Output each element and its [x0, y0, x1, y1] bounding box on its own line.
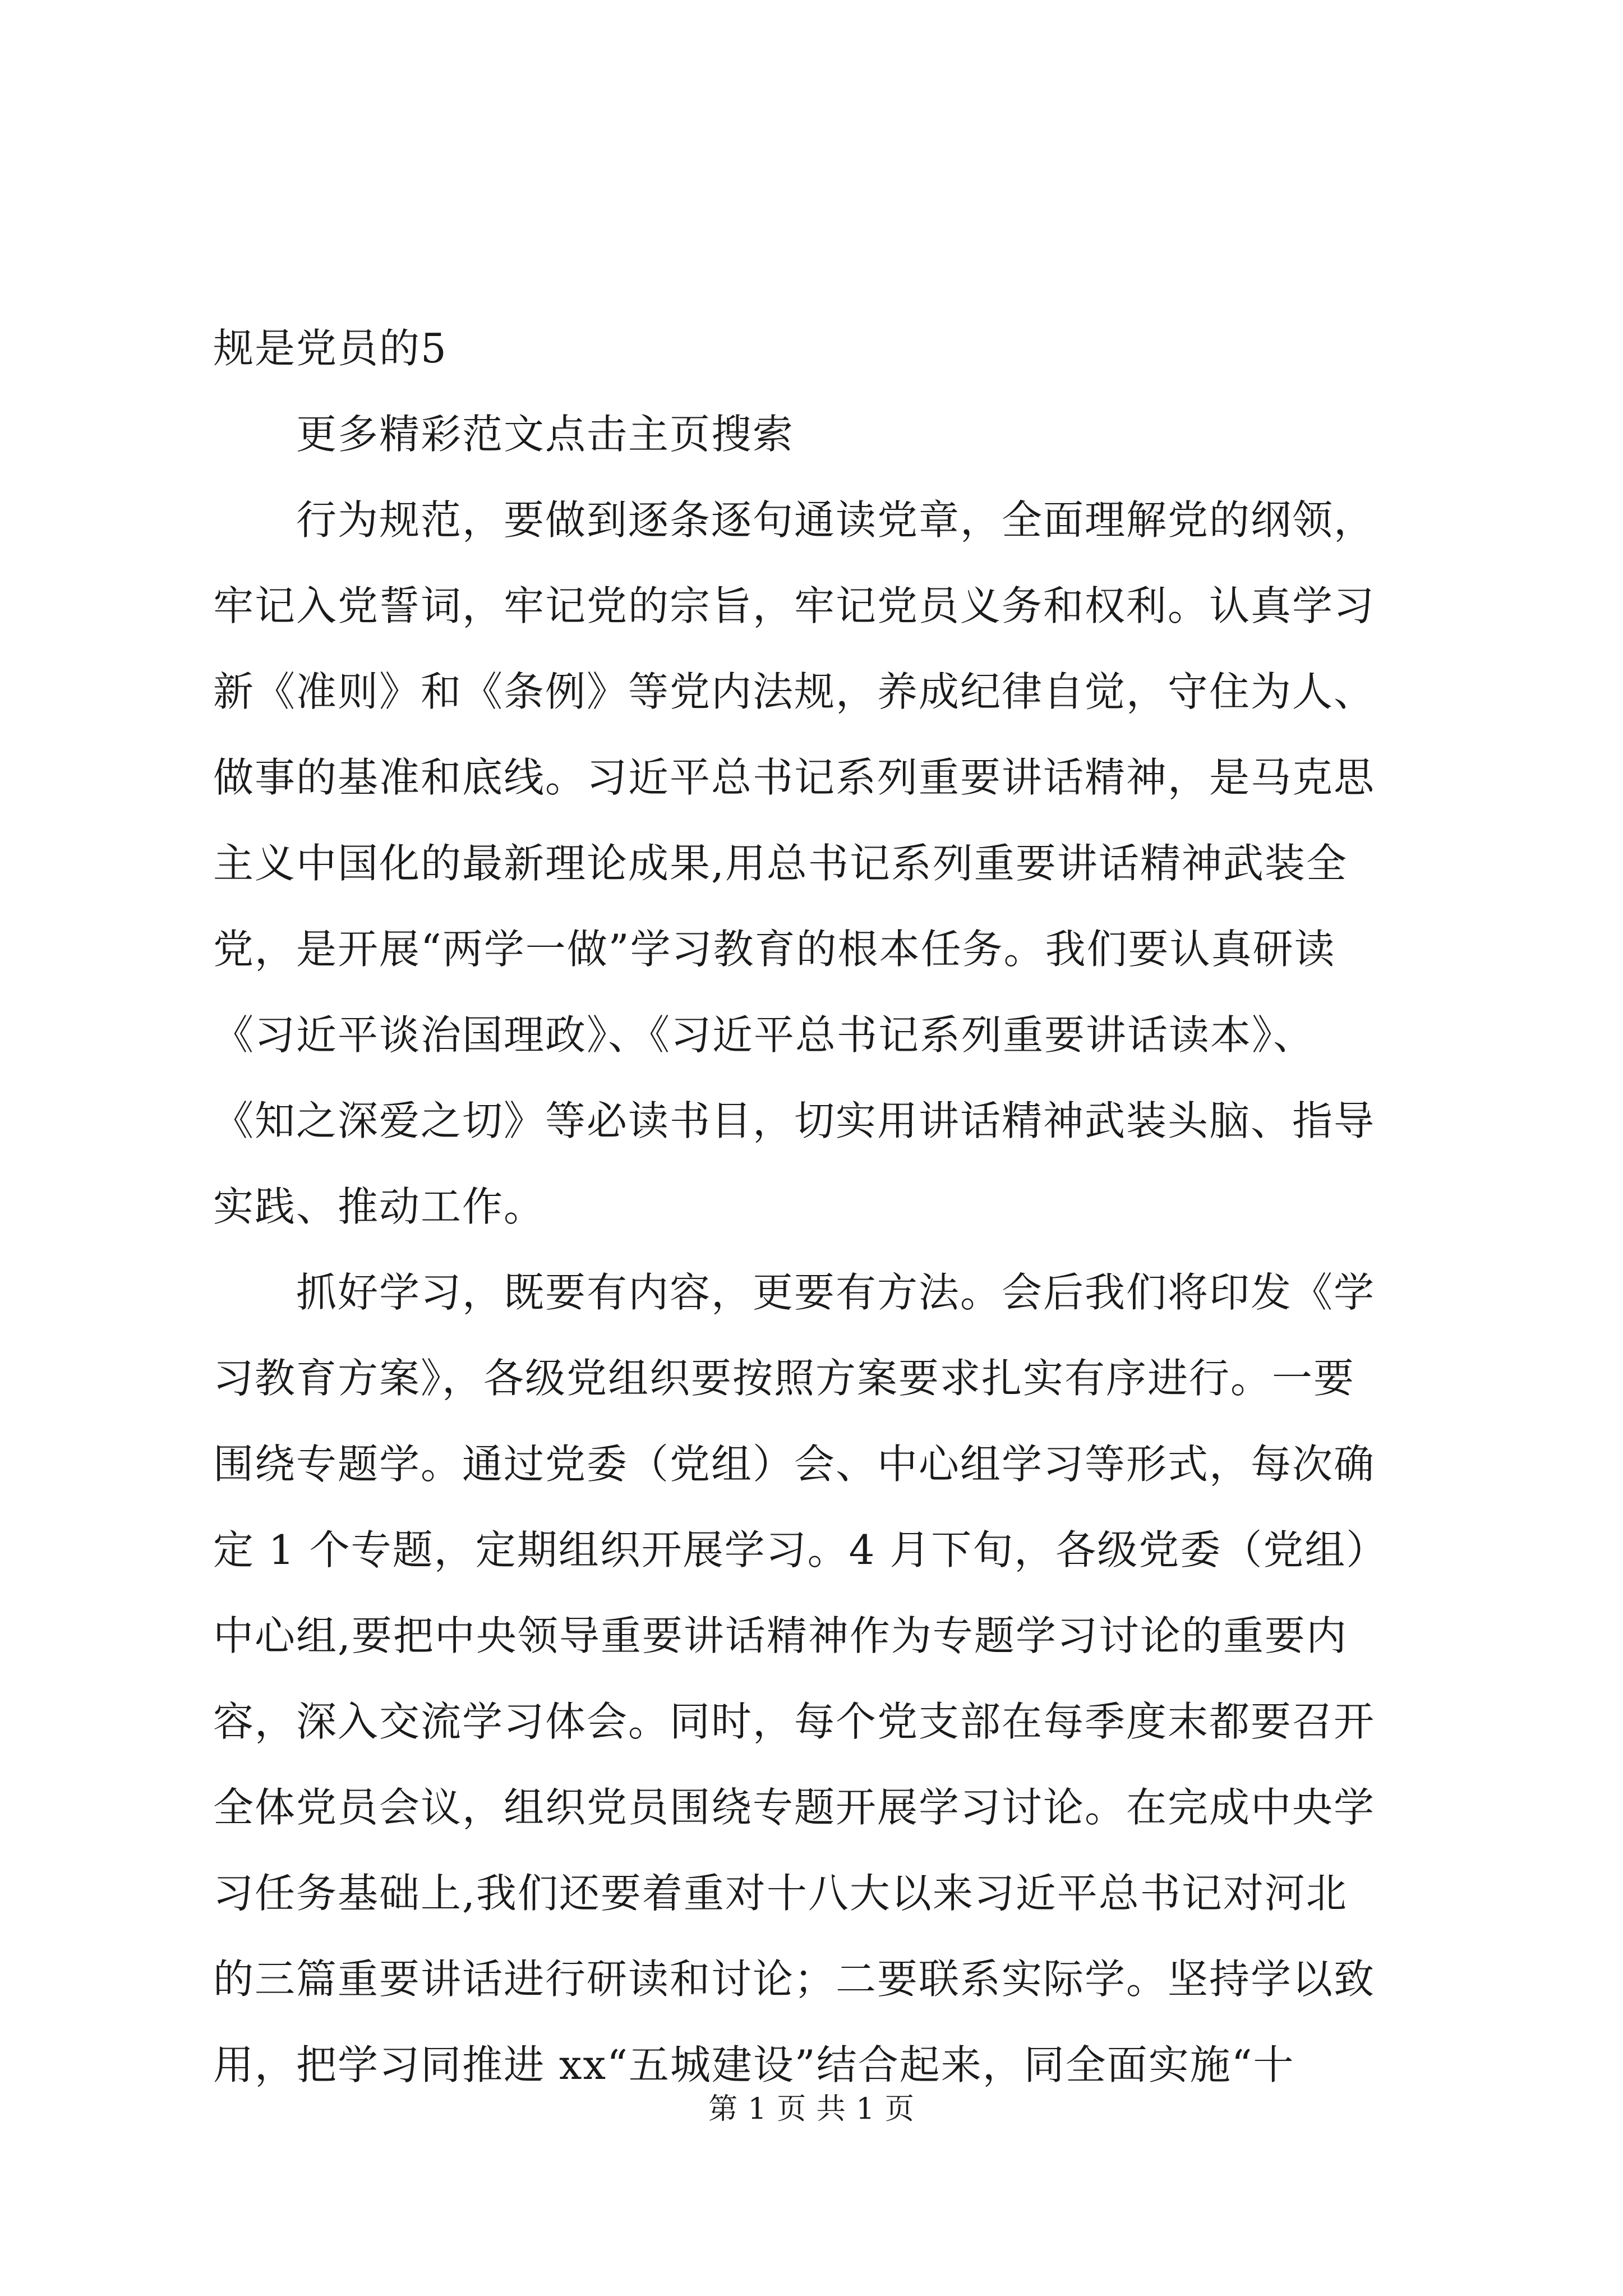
text-line: 用，把学习同推进 xx“五城建设”结合起来，同全面实施“十 — [213, 2041, 1295, 2088]
text-line: 习任务基础上,我们还要着重对十八大以来习近平总书记对河北 — [213, 1870, 1348, 1917]
text-line: 容，深入交流学习体会。同时，每个党支部在每季度末都要召开 — [213, 1698, 1376, 1745]
text-line: 围绕专题学。通过党委（党组）会、中心组学习等形式，每次确 — [213, 1441, 1376, 1488]
page-footer: 第 1 页 共 1 页 — [708, 2092, 915, 2126]
text-line: 实践、推动工作。 — [213, 1183, 546, 1230]
text-line: 更多精彩范文点击主页搜索 — [213, 411, 795, 458]
text-line: 抓好学习，既要有内容，更要有方法。会后我们将印发《学 — [213, 1269, 1376, 1316]
text-line: 习教育方案》，各级党组织要按照方案要求扎实有序进行。一要 — [213, 1355, 1355, 1402]
text-line: 主义中国化的最新理论成果,用总书记系列重要讲话精神武装全 — [213, 840, 1348, 887]
text-line: 《习近平谈治国理政》、《习近平总书记系列重要讲话读本》、 — [213, 1011, 1315, 1059]
text-line: 全体党员会议，组织党员围绕专题开展学习讨论。在完成中央学 — [213, 1784, 1376, 1831]
text-line: 《知之深爱之切》等必读书目，切实用讲话精神武装头脑、指导 — [213, 1097, 1376, 1144]
text-line: 牢记入党誓词，牢记党的宗旨，牢记党员义务和权利。认真学习 — [213, 582, 1376, 629]
document-body — [213, 306, 1436, 2108]
text-line: 行为规范，要做到逐条逐句通读党章，全面理解党的纲领， — [213, 496, 1376, 544]
text-line: 做事的基准和底线。习近平总书记系列重要讲话精神，是马克思 — [213, 754, 1376, 801]
text-line: 的三篇重要讲话进行研读和讨论；二要联系实际学。坚持学以致 — [213, 1955, 1376, 2003]
text-line: 规是党员的5 — [213, 325, 448, 372]
text-line: 定 1 个专题，定期组织开展学习。4 月下旬，各级党委（党组） — [213, 1526, 1388, 1573]
text-line: 中心组,要把中央领导重要讲话精神作为专题学习讨论的重要内 — [213, 1612, 1348, 1659]
text-line: 党，是开展“两学一做”学习教育的根本任务。我们要认真研读 — [213, 926, 1336, 973]
text-line: 新《准则》和《条例》等党内法规，养成纪律自觉，守住为人、 — [213, 668, 1376, 715]
